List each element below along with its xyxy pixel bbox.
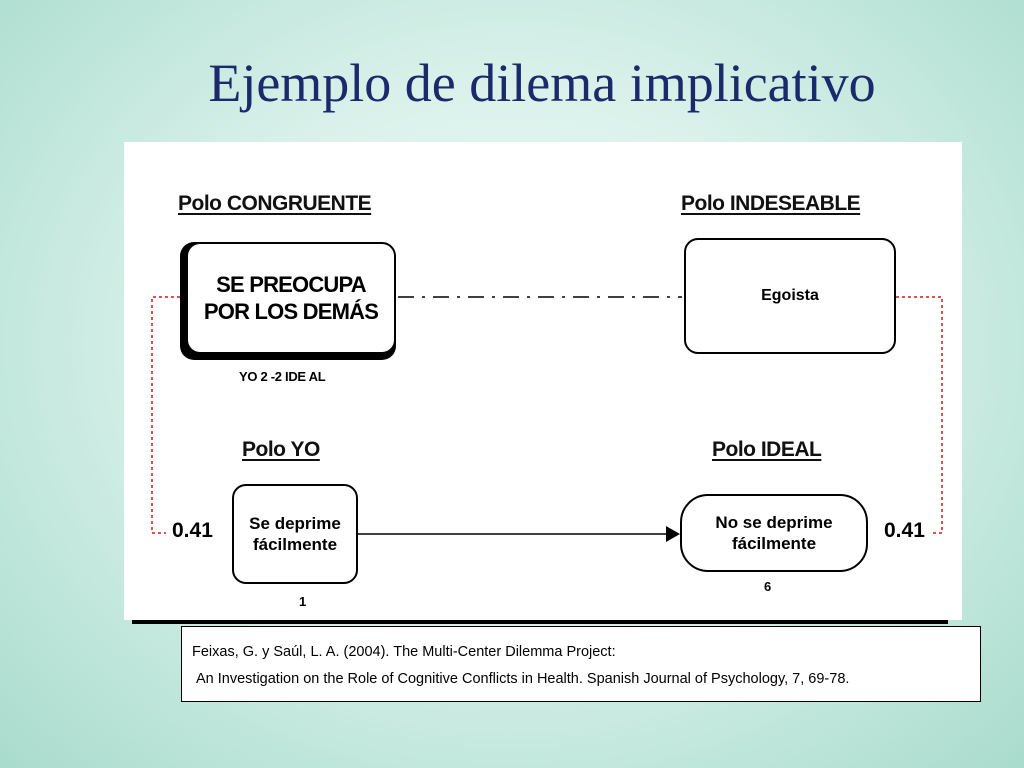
congruent-pole-heading: Polo CONGRUENTE <box>178 192 372 215</box>
congruent-note: YO 2 -2 IDE AL <box>239 369 326 384</box>
ideal-box-line1: No se deprime <box>715 512 833 532</box>
undesirable-box-text: Egoista <box>761 287 819 304</box>
citation-box <box>181 626 981 702</box>
congruent-box-line1: SE PREOCUPA <box>216 271 366 297</box>
self-pole-box <box>232 484 358 584</box>
citation-line2: An Investigation on the Role of Cognitive Conflicts in Health. Spanish Journal of Psychology, 7, 69-78. <box>196 671 850 687</box>
ideal-score: 6 <box>764 579 771 594</box>
right-correlation-value: 0.41 <box>884 519 925 542</box>
ideal-pole-box <box>680 494 868 572</box>
undesirable-pole-box <box>684 238 896 354</box>
self-score: 1 <box>299 594 306 609</box>
ideal-box-line2: fácilmente <box>731 534 817 553</box>
congruent-pole-box <box>186 242 396 354</box>
undesirable-pole-heading: Polo INDESEABLE <box>681 192 861 215</box>
slide-title: Ejemplo de dilema implicativo <box>208 53 876 113</box>
self-pole-heading: Polo YO <box>242 438 320 461</box>
left-correlation-value: 0.41 <box>172 519 213 542</box>
citation-line1: Feixas, G. y Saúl, L. A. (2004). The Multi-Center Dilemma Project: <box>192 644 616 660</box>
panel-underline <box>132 620 948 624</box>
self-box-line1: Se deprime <box>249 513 341 533</box>
congruent-box-line2: POR LOS DEMÁS <box>203 299 379 324</box>
self-box-line2: fácilmente <box>252 535 338 554</box>
ideal-pole-heading: Polo IDEAL <box>712 438 822 461</box>
